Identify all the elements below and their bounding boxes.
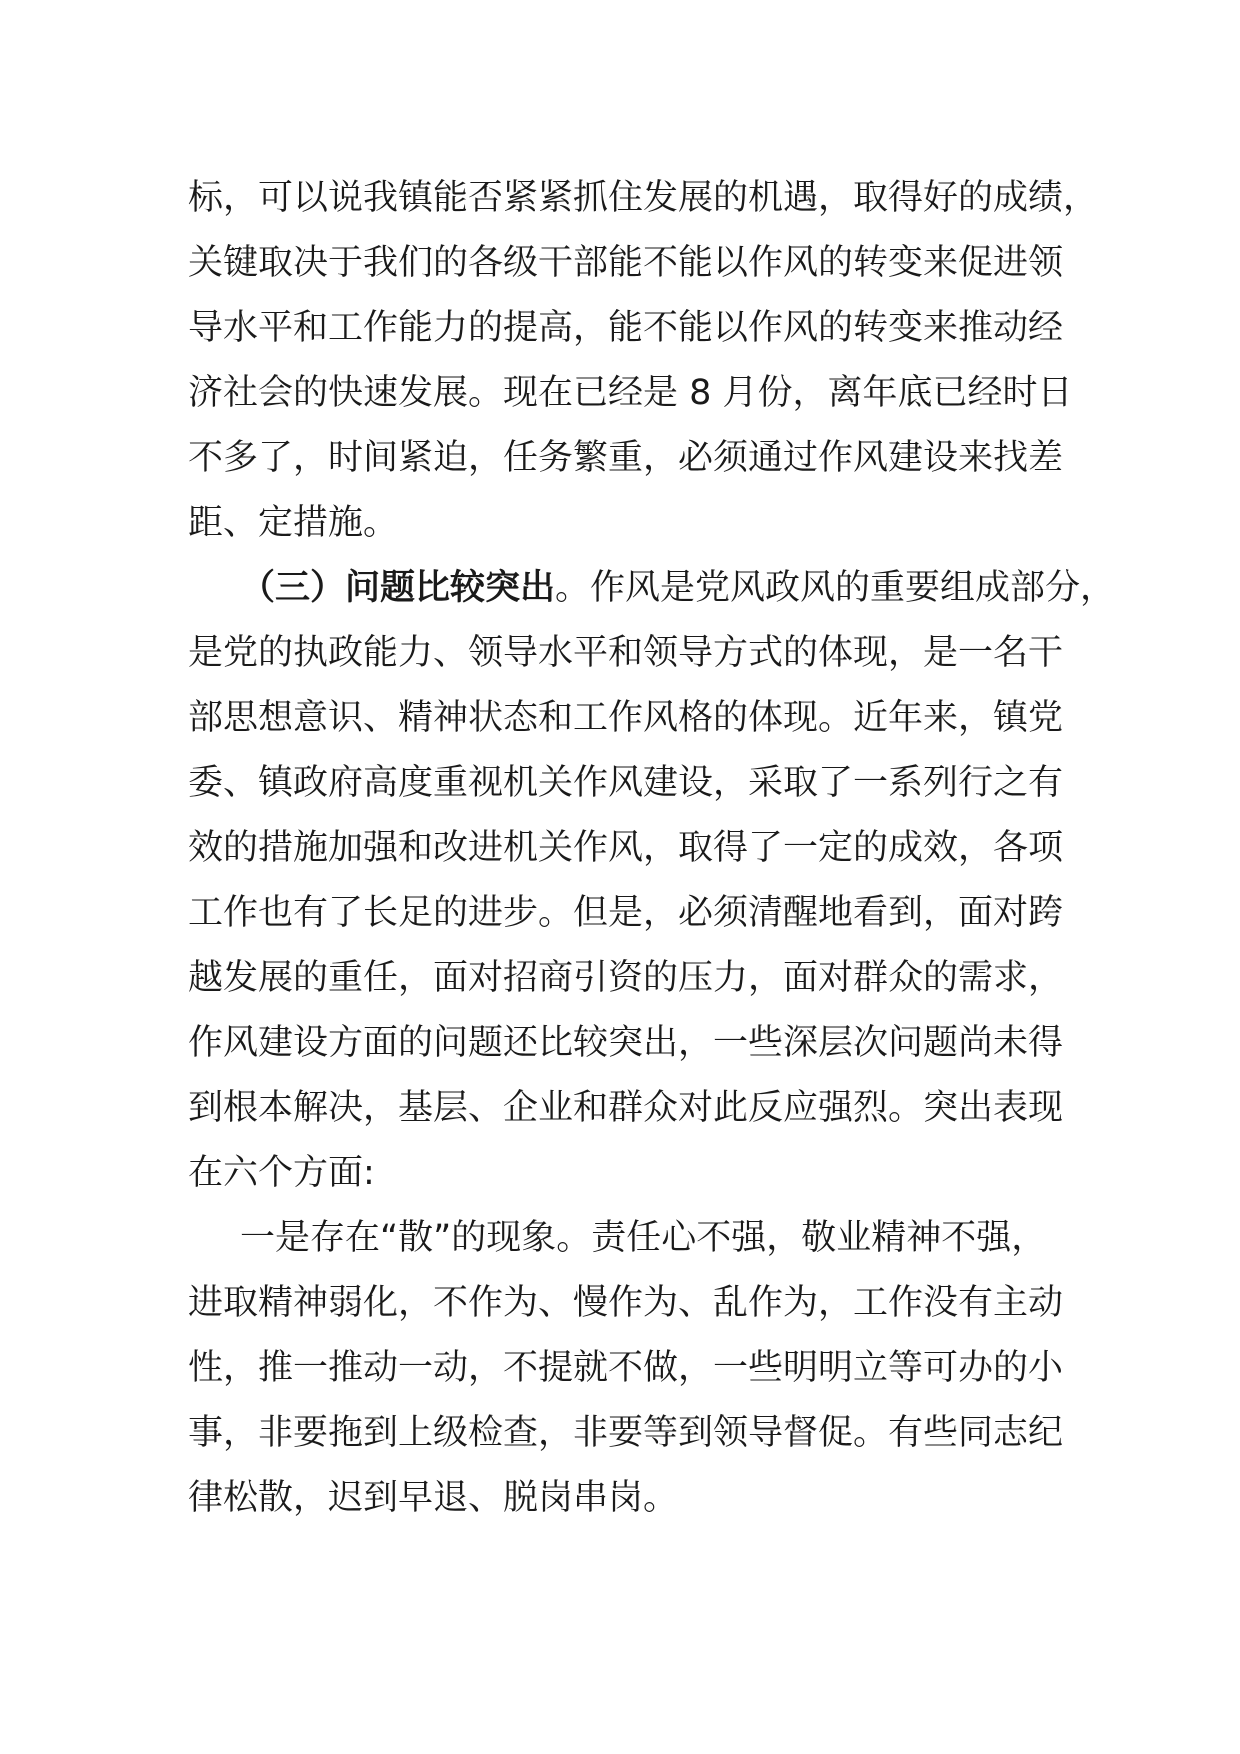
text-line: 律松散，迟到早退、脱岗串岗。 — [188, 1478, 679, 1518]
heading-continuation: 。作风是党风政风的重要组成部分， — [555, 568, 1116, 608]
text-line: 关键取决于我们的各级干部能不能以作风的转变来促进领 — [188, 243, 1064, 283]
text-line: 是党的执政能力、领导水平和领导方式的体现，是一名干 — [188, 633, 1064, 673]
text-line: 济社会的快速发展。现在已经是 8 月份，离年底已经时日 — [188, 373, 1073, 413]
text-line: 越发展的重任，面对招商引资的压力，面对群众的需求， — [188, 958, 1064, 998]
text-line: 工作也有了长足的进步。但是，必须清醒地看到，面对跨 — [188, 893, 1064, 933]
text-line: 作风建设方面的问题还比较突出，一些深层次问题尚未得 — [188, 1023, 1064, 1063]
text-line: 委、镇政府高度重视机关作风建设，采取了一系列行之有 — [188, 763, 1064, 803]
section-heading: （三）问题比较突出 — [240, 568, 556, 608]
text-line: 部思想意识、精神状态和工作风格的体现。近年来，镇党 — [188, 698, 1064, 738]
text-line: 到根本解决，基层、企业和群众对此反应强烈。突出表现 — [188, 1088, 1064, 1128]
text-line: 性，推一推动一动，不提就不做，一些明明立等可办的小 — [188, 1348, 1064, 1388]
paragraph-1 — [188, 166, 1099, 556]
text-line: 在六个方面: — [188, 1153, 375, 1193]
text-line: 导水平和工作能力的提高，能不能以作风的转变来推动经 — [188, 308, 1064, 348]
text-line: 事，非要拖到上级检查，非要等到领导督促。有些同志纪 — [188, 1413, 1064, 1453]
document-body — [188, 166, 1116, 1531]
text-line-first — [188, 556, 1116, 621]
text-line-first: 一是存在“散”的现象。责任心不强，敬业精神不强， — [240, 1218, 1047, 1258]
text-line: 标，可以说我镇能否紧紧抓住发展的机遇，取得好的成绩， — [188, 178, 1099, 218]
text-line: 效的措施加强和改进机关作风，取得了一定的成效，各项 — [188, 828, 1064, 868]
paragraph-2 — [188, 556, 1116, 1206]
paragraph-3 — [188, 1206, 1064, 1531]
text-line: 进取精神弱化，不作为、慢作为、乱作为，工作没有主动 — [188, 1283, 1064, 1323]
text-line: 不多了，时间紧迫，任务繁重，必须通过作风建设来找差 — [188, 438, 1064, 478]
text-line: 距、定措施。 — [188, 503, 399, 543]
